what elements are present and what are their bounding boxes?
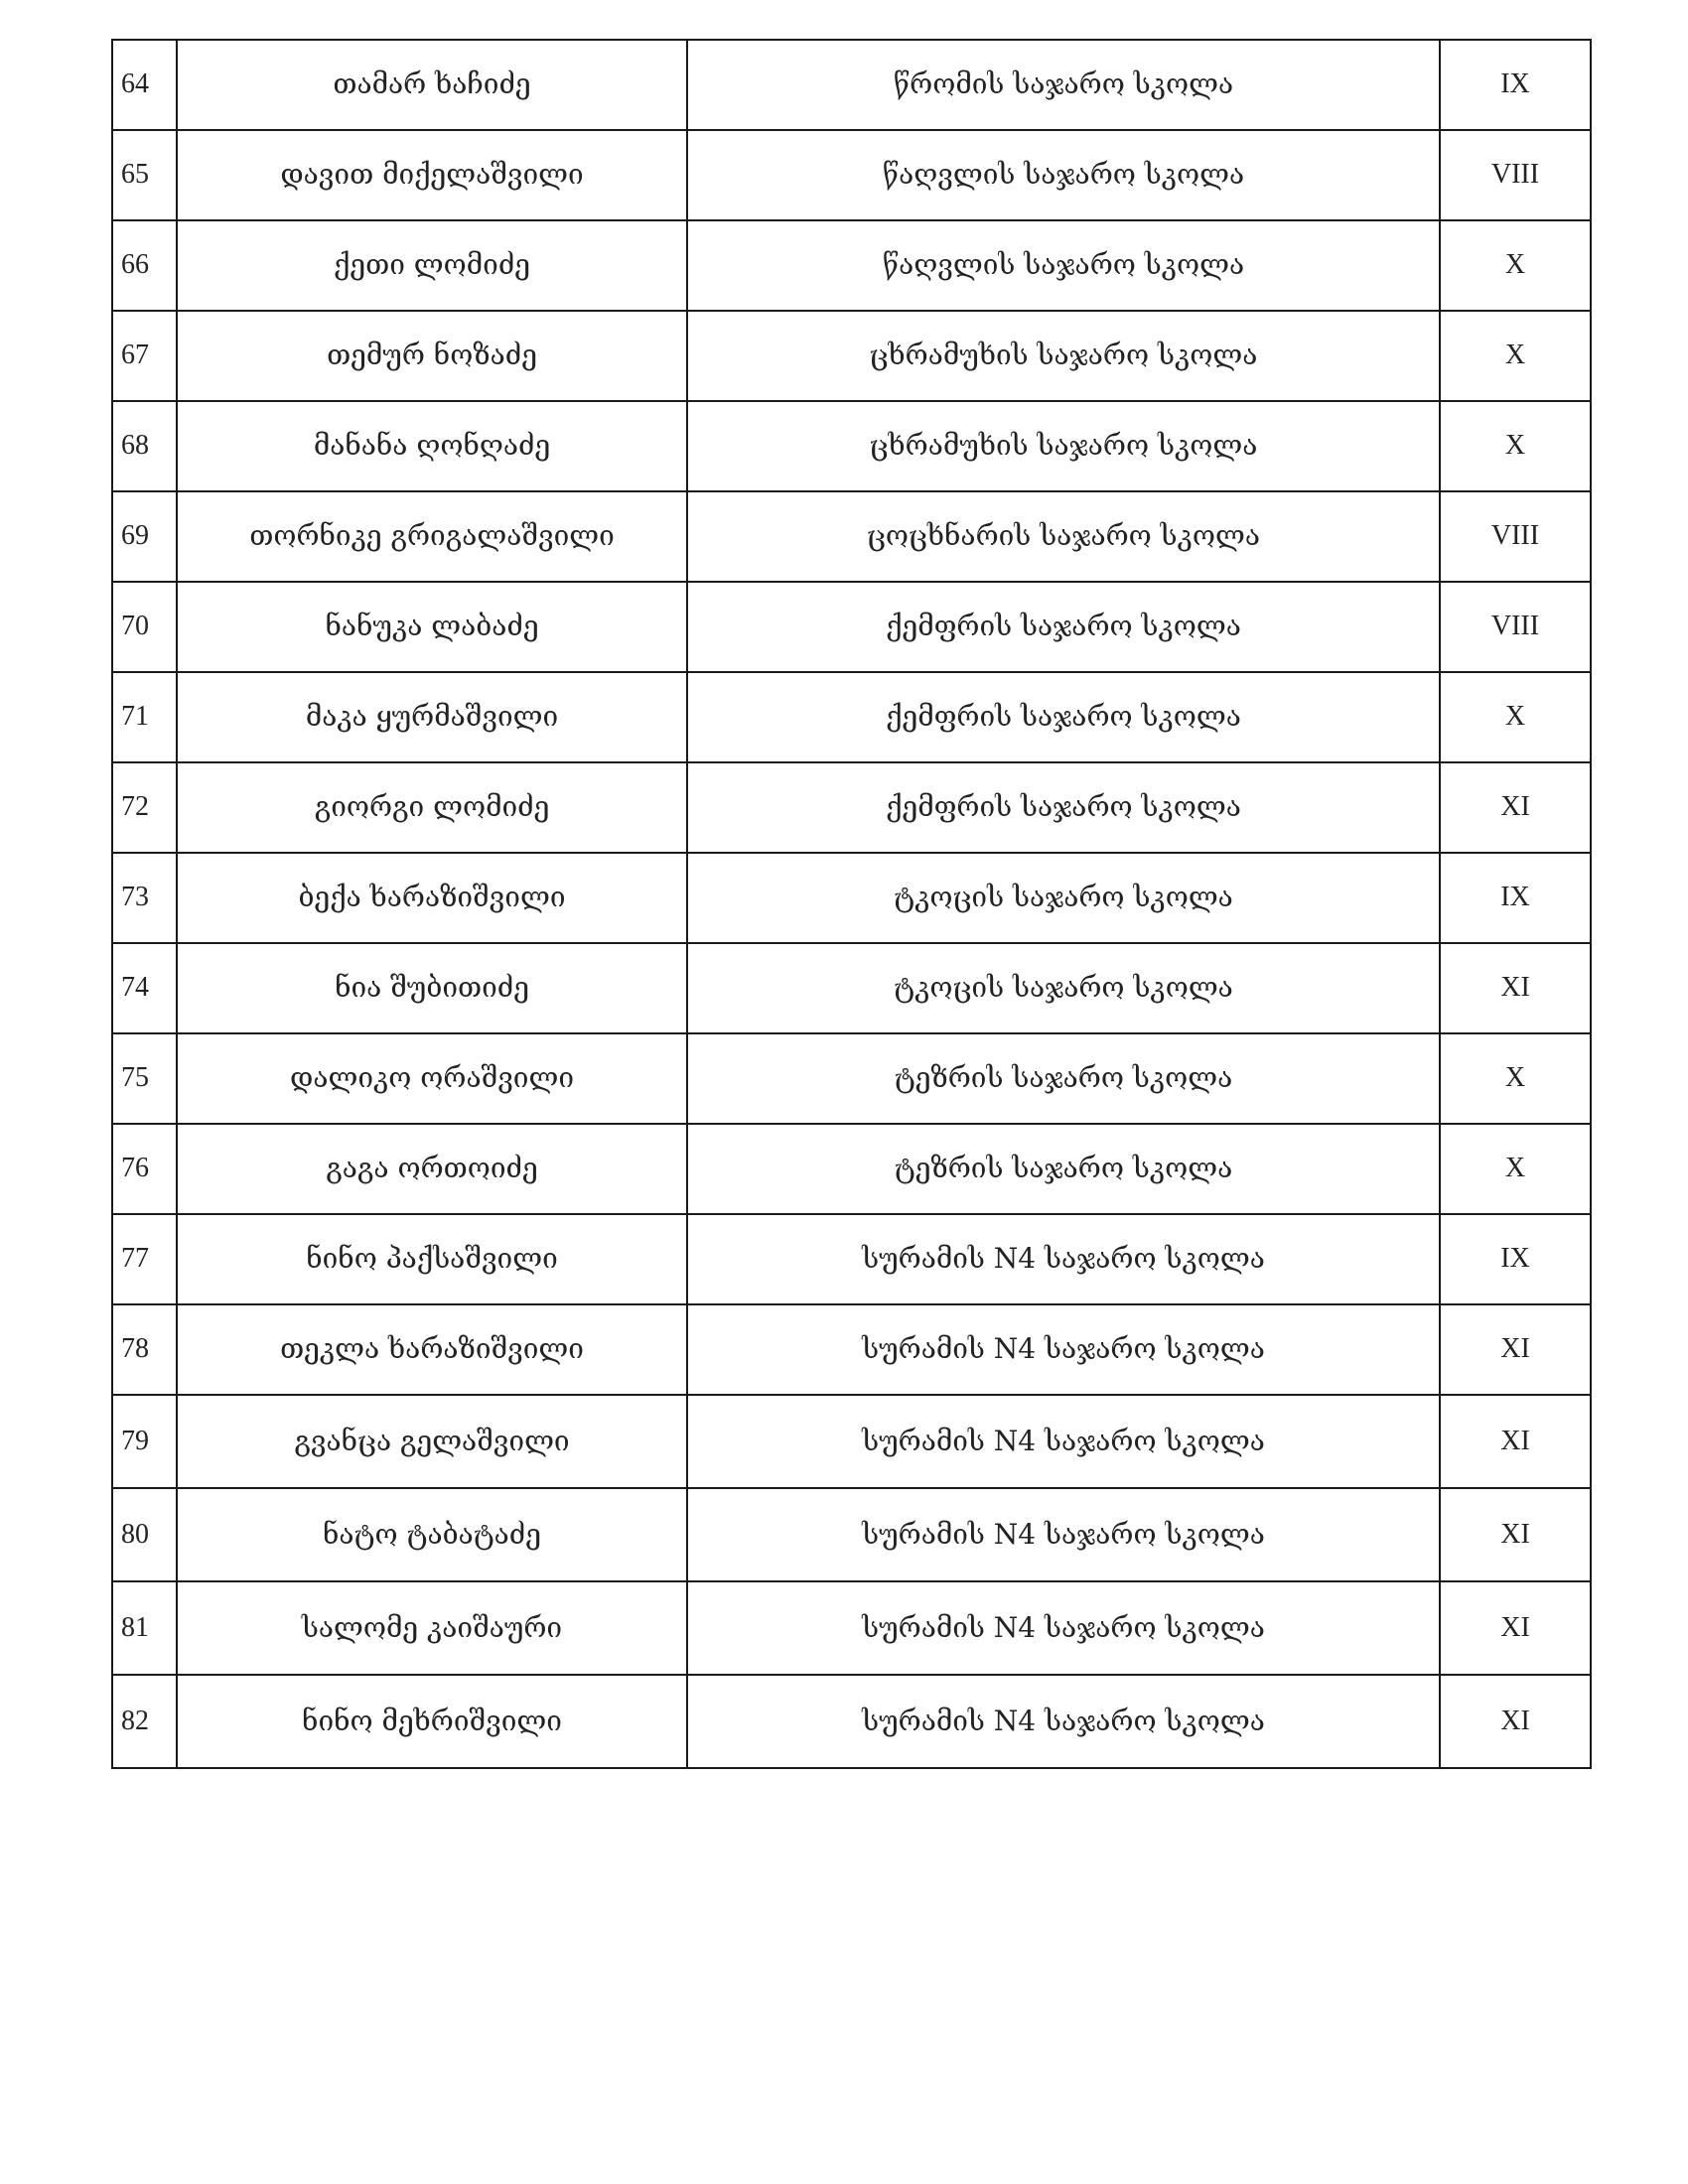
table-row [112,1214,1591,1304]
grade: VIII [1440,491,1591,582]
grade: XI [1440,1675,1591,1768]
grade: IX [1440,853,1591,943]
grade: XI [1440,1488,1591,1581]
school-name: წაღვლის საჯარო სკოლა [687,220,1440,311]
table-row [112,672,1591,762]
school-name: ტკოცის საჯარო სკოლა [687,943,1440,1033]
table-row [112,853,1591,943]
participant-name: თემურ ნოზაძე [177,311,687,401]
participant-name: ქეთი ლომიძე [177,220,687,311]
table-row [112,401,1591,491]
table-row [112,582,1591,672]
row-number: 74 [112,943,177,1033]
row-number: 78 [112,1304,177,1395]
row-number: 65 [112,130,177,220]
participant-name: თამარ ხაჩიძე [177,40,687,130]
participant-name: ბექა ხარაზიშვილი [177,853,687,943]
table-row [112,1033,1591,1124]
grade: XI [1440,1304,1591,1395]
school-name: სურამის N4 საჯარო სკოლა [687,1675,1440,1768]
table-row [112,1304,1591,1395]
row-number: 66 [112,220,177,311]
grade: XI [1440,1581,1591,1675]
school-name: ტკოცის საჯარო სკოლა [687,853,1440,943]
school-name: სურამის N4 საჯარო სკოლა [687,1488,1440,1581]
row-number: 81 [112,1581,177,1675]
participant-name: გვანცა გელაშვილი [177,1395,687,1488]
row-number: 82 [112,1675,177,1768]
grade: X [1440,311,1591,401]
grade: IX [1440,1214,1591,1304]
participant-name: ნატო ტაბატაძე [177,1488,687,1581]
row-number: 73 [112,853,177,943]
row-number: 77 [112,1214,177,1304]
school-name: სურამის N4 საჯარო სკოლა [687,1581,1440,1675]
grade: X [1440,220,1591,311]
grade: XI [1440,1395,1591,1488]
participant-name: დავით მიქელაშვილი [177,130,687,220]
school-name: ტეზრის საჯარო სკოლა [687,1124,1440,1214]
table-row [112,311,1591,401]
school-name: ცხრამუხის საჯარო სკოლა [687,401,1440,491]
participant-name: ნინო პაქსაშვილი [177,1214,687,1304]
participant-name: ნინო მეხრიშვილი [177,1675,687,1768]
participant-name: გიორგი ლომიძე [177,762,687,853]
table-row [112,943,1591,1033]
school-name: ქემფრის საჯარო სკოლა [687,762,1440,853]
school-name: ქემფრის საჯარო სკოლა [687,582,1440,672]
table-row [112,1124,1591,1214]
participant-name: თორნიკე გრიგალაშვილი [177,491,687,582]
participant-name: მანანა ღონღაძე [177,401,687,491]
table-row [112,1395,1591,1488]
grade: IX [1440,40,1591,130]
grade: X [1440,672,1591,762]
row-number: 71 [112,672,177,762]
row-number: 68 [112,401,177,491]
row-number: 69 [112,491,177,582]
row-number: 67 [112,311,177,401]
participant-name: ნია შუბითიძე [177,943,687,1033]
grade: XI [1440,943,1591,1033]
row-number: 72 [112,762,177,853]
row-number: 64 [112,40,177,130]
participant-name: გაგა ორთოიძე [177,1124,687,1214]
table-row [112,40,1591,130]
school-name: ქემფრის საჯარო სკოლა [687,672,1440,762]
participant-name: ნანუკა ლაბაძე [177,582,687,672]
table-row [112,762,1591,853]
row-number: 80 [112,1488,177,1581]
table-row [112,1675,1591,1768]
participant-name: დალიკო ორაშვილი [177,1033,687,1124]
school-name: ტეზრის საჯარო სკოლა [687,1033,1440,1124]
table-row [112,491,1591,582]
table-row [112,1581,1591,1675]
grade: XI [1440,762,1591,853]
row-number: 79 [112,1395,177,1488]
school-name: წაღვლის საჯარო სკოლა [687,130,1440,220]
school-name: სურამის N4 საჯარო სკოლა [687,1304,1440,1395]
table-row [112,1488,1591,1581]
school-name: ცოცხნარის საჯარო სკოლა [687,491,1440,582]
grade: X [1440,1124,1591,1214]
participants-table [111,39,1592,1769]
school-name: სურამის N4 საჯარო სკოლა [687,1395,1440,1488]
school-name: სურამის N4 საჯარო სკოლა [687,1214,1440,1304]
grade: VIII [1440,582,1591,672]
table-row [112,130,1591,220]
table-row [112,220,1591,311]
row-number: 76 [112,1124,177,1214]
row-number: 75 [112,1033,177,1124]
row-number: 70 [112,582,177,672]
grade: X [1440,401,1591,491]
participant-name: მაკა ყურმაშვილი [177,672,687,762]
participant-name: თეკლა ხარაზიშვილი [177,1304,687,1395]
grade: X [1440,1033,1591,1124]
grade: VIII [1440,130,1591,220]
school-name: ცხრამუხის საჯარო სკოლა [687,311,1440,401]
school-name: წრომის საჯარო სკოლა [687,40,1440,130]
participant-name: სალომე კაიშაური [177,1581,687,1675]
